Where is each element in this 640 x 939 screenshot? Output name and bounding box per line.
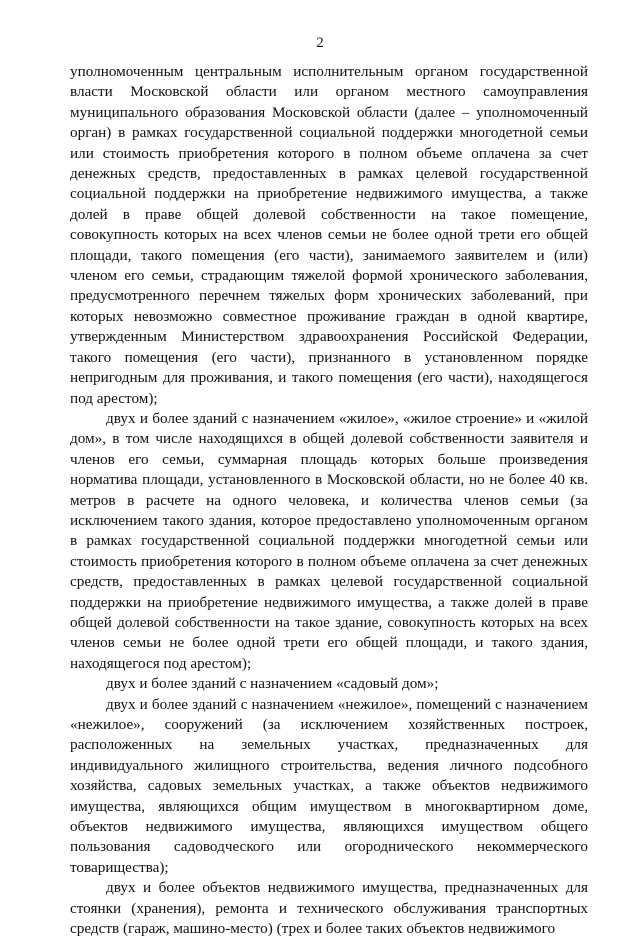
paragraph-3: двух и более зданий с назначением «садовый дом»; (106, 675, 439, 693)
document-body (70, 62, 588, 939)
paragraph-4: двух и более зданий с назначением «нежилое», помещений с назначением «нежилое», сооружений (за исключением хозяйственных построек, расположенных на земельных участках, предназначенных для индивидуального жилищного строительства, ведения личного подсобного хозяйства, садовых земельных участках, а также объектов недвижимого имущества, являющихся общим имуществом в многоквартирном доме, объектов недвижимого имущества, являющихся имуществом общего пользования садоводческого или огороднического некоммерческого товарищества); (70, 695, 588, 876)
page-number: 2 (316, 35, 324, 51)
paragraph-5: двух и более объектов недвижимого имущества, предназначенных для стоянки (хранения), ремонта и технического обслуживания транспортных средств (гараж, машино-место) (трех и более таких объектов недвижимого (70, 879, 588, 938)
paragraph-1: уполномоченным центральным исполнительным органом государственной власти Московской области или органом местного самоуправления муниципального образования Московской области (далее – уполномоченный орган) в рамках государственной социальной поддержки многодетной семьи или стоимость приобретения которого в полном объеме оплачена за счет денежных средств, предоставленных в рамках целевой государственной социальной поддержки на приобретение недвижимого имущества, а также долей в праве общей долевой собственности на такое помещение, совокупность которых на всех членов семьи не более одной трети его общей площади, такого помещения (его части), занимаемого заявителем и (или) членом его семьи, страдающим тяжелой формой хронического заболевания, предусмотренного перечнем тяжелых форм хронических заболеваний, при которых невозможно совместное проживание граждан в одной квартире, утвержденным Министерством здравоохранения Российской Федерации, такого помещения (его части), признанного в установленном порядке непригодным для проживания, и такого помещения (его части), находящегося под арестом); (70, 63, 588, 407)
paragraph-2: двух и более зданий с назначением «жилое», «жилое строение» и «жилой дом», в том числе находящихся в общей долевой собственности заявителя и членов его семьи, суммарная площадь которых больше произведения норматива площади, установленного в Московской области, но не более 40 кв. метров в расчете на одного человека, и количества членов семьи (за исключением такого здания, которое предоставлено уполномоченным органом в рамках государственной социальной поддержки многодетной семьи или стоимость приобретения которого в полном объеме оплачена за счет денежных средств, предоставленных в рамках целевой государственной социальной поддержки на приобретение недвижимого имущества, а также долей в праве общей долевой собственности на такое здание, совокупность которых на всех членов семьи не более одной трети его общей площади, и такого здания, находящегося под арестом); (70, 409, 588, 672)
